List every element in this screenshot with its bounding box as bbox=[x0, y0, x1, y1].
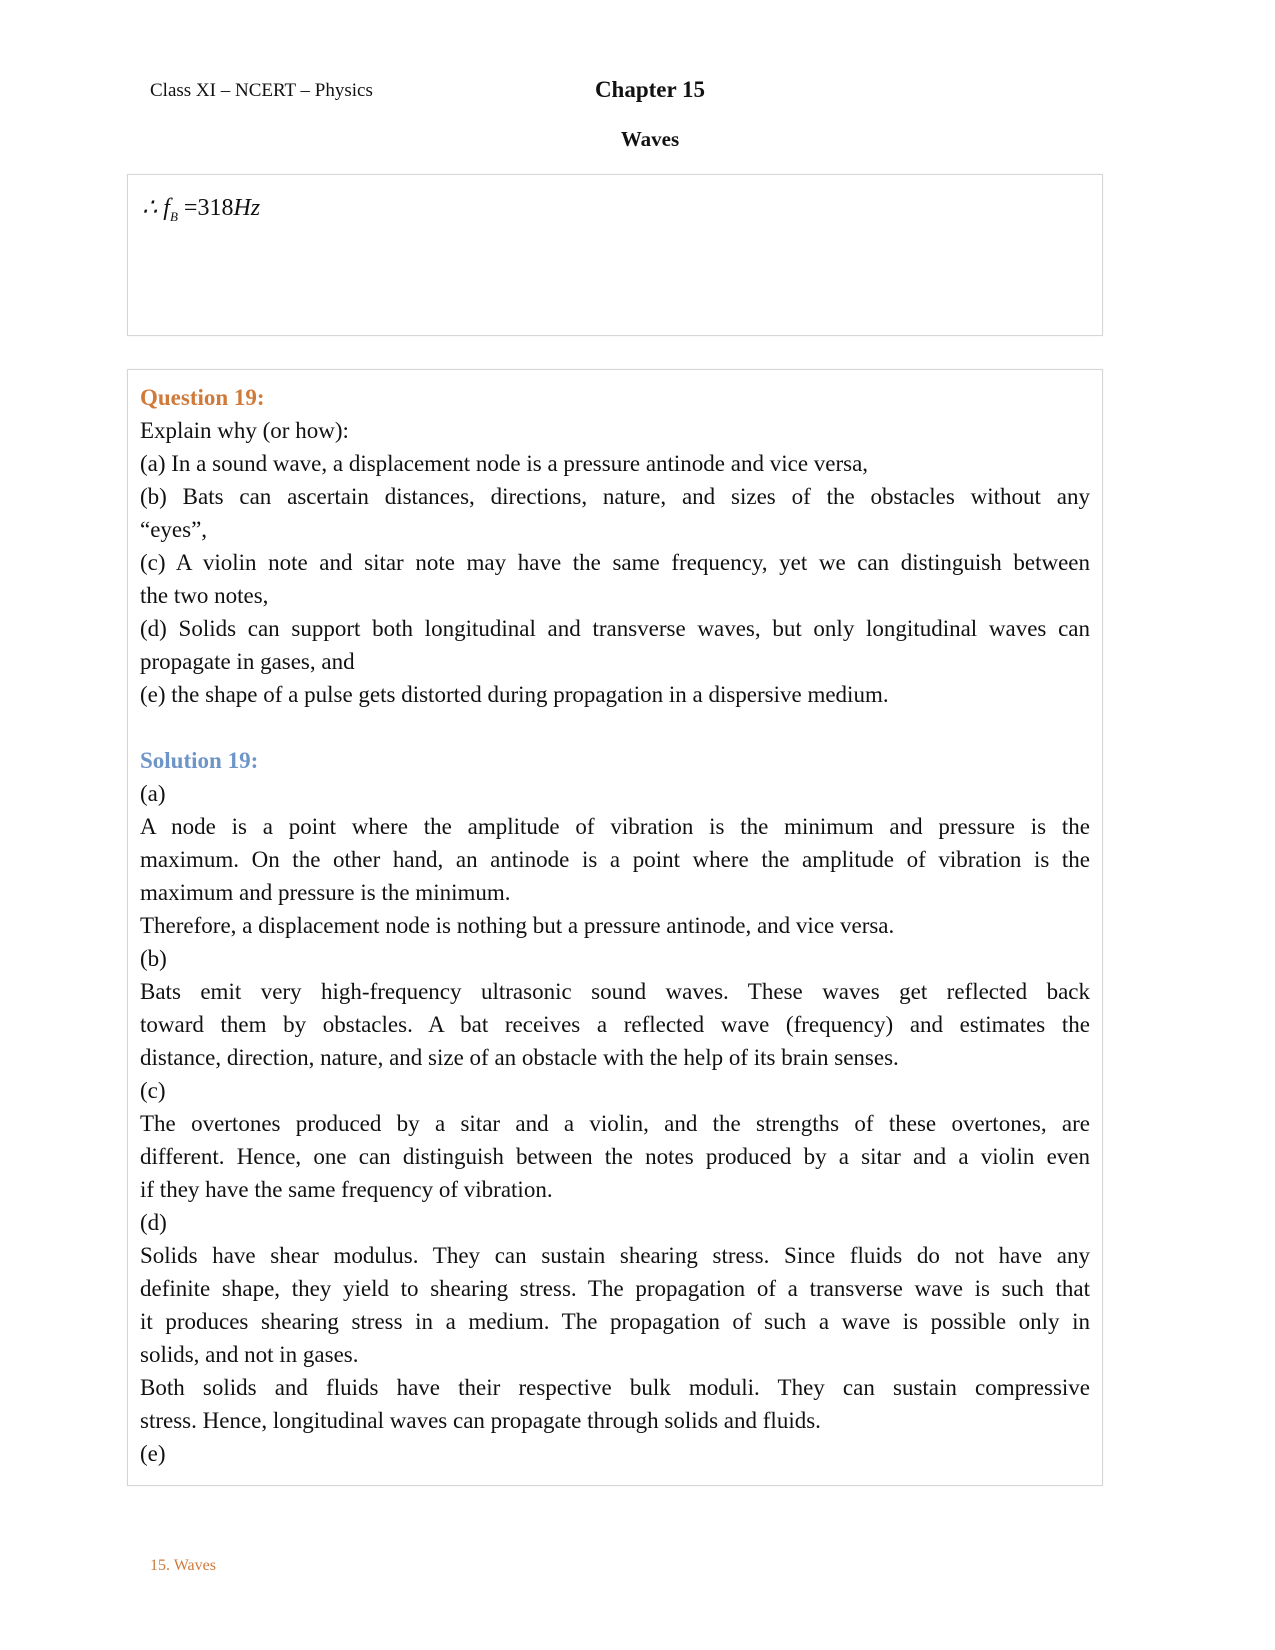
solution-line: definite shape, they yield to shearing stress. The propagation of a transverse wave is such that bbox=[140, 1276, 1090, 1301]
solution-part-label: (c) bbox=[140, 1078, 166, 1103]
solution-heading: Solution 19: bbox=[140, 748, 259, 773]
solution-line: maximum. On the other hand, an antinode is a point where the amplitude of vibration is the bbox=[140, 847, 1090, 872]
question-line: the two notes, bbox=[140, 583, 269, 608]
header-course-label: Class XI – NCERT – Physics bbox=[150, 80, 373, 101]
question-intro: Explain why (or how): bbox=[140, 418, 349, 443]
footer-chapter-label: 15. Waves bbox=[150, 1557, 216, 1574]
solution-line: solids, and not in gases. bbox=[140, 1342, 359, 1367]
solution-part-label: (a) bbox=[140, 781, 166, 806]
solution-part-label: (b) bbox=[140, 946, 167, 971]
solution-line: Bats emit very high-frequency ultrasonic sound waves. These waves get reflected back bbox=[140, 979, 1090, 1004]
chapter-title: Chapter 15 bbox=[594, 77, 706, 102]
solution-line: distance, direction, nature, and size of an obstacle with the help of its brain senses. bbox=[140, 1045, 899, 1070]
formula-value: 318 bbox=[197, 195, 234, 221]
section-spacer bbox=[140, 711, 1090, 744]
result-formula bbox=[142, 193, 260, 225]
question-line: “eyes”, bbox=[140, 517, 208, 542]
question-line: (c) A violin note and sitar note may have the same frequency, yet we can distinguish between bbox=[140, 550, 1090, 575]
solution-line: if they have the same frequency of vibration. bbox=[140, 1177, 553, 1202]
solution-line: Solids have shear modulus. They can sustain shearing stress. Since fluids do not have any bbox=[140, 1243, 1090, 1268]
solution-line: stress. Hence, longitudinal waves can propagate through solids and fluids. bbox=[140, 1408, 821, 1433]
question-heading: Question 19: bbox=[140, 385, 265, 410]
formula-unit: Hz bbox=[233, 195, 261, 221]
solution-part-label: (d) bbox=[140, 1210, 167, 1235]
formula-f: f bbox=[163, 195, 170, 221]
solution-line: toward them by obstacles. A bat receives a reflected wave (frequency) and estimates the bbox=[140, 1012, 1090, 1037]
formula-subscript: B bbox=[169, 209, 178, 224]
question-line: (e) the shape of a pulse gets distorted during propagation in a dispersive medium. bbox=[140, 682, 889, 707]
solution-line: maximum and pressure is the minimum. bbox=[140, 880, 511, 905]
chapter-topic: Waves bbox=[620, 127, 680, 151]
solution-line: Therefore, a displacement node is nothing but a pressure antinode, and vice versa. bbox=[140, 913, 895, 938]
solution-line: The overtones produced by a sitar and a violin, and the strengths of these overtones, are bbox=[140, 1111, 1090, 1136]
question-solution-box bbox=[127, 369, 1103, 1486]
question-line: (b) Bats can ascertain distances, directions, nature, and sizes of the obstacles without any bbox=[140, 484, 1090, 509]
formula-equals: = bbox=[183, 195, 198, 221]
solution-line: Both solids and fluids have their respective bulk moduli. They can sustain compressive bbox=[140, 1375, 1090, 1400]
solution-part-label: (e) bbox=[140, 1441, 166, 1466]
solution-line: it produces shearing stress in a medium. The propagation of such a wave is possible only in bbox=[140, 1309, 1090, 1334]
solution-line: A node is a point where the amplitude of vibration is the minimum and pressure is the bbox=[140, 814, 1090, 839]
question-line: (a) In a sound wave, a displacement node is a pressure antinode and vice versa, bbox=[140, 451, 869, 476]
previous-answer-box bbox=[127, 174, 1103, 336]
therefore-symbol: ∴ bbox=[142, 195, 158, 221]
question-line: (d) Solids can support both longitudinal and transverse waves, but only longitudinal waves can bbox=[140, 616, 1090, 641]
question-line: propagate in gases, and bbox=[140, 649, 355, 674]
solution-line: different. Hence, one can distinguish between the notes produced by a sitar and a violin even bbox=[140, 1144, 1090, 1169]
